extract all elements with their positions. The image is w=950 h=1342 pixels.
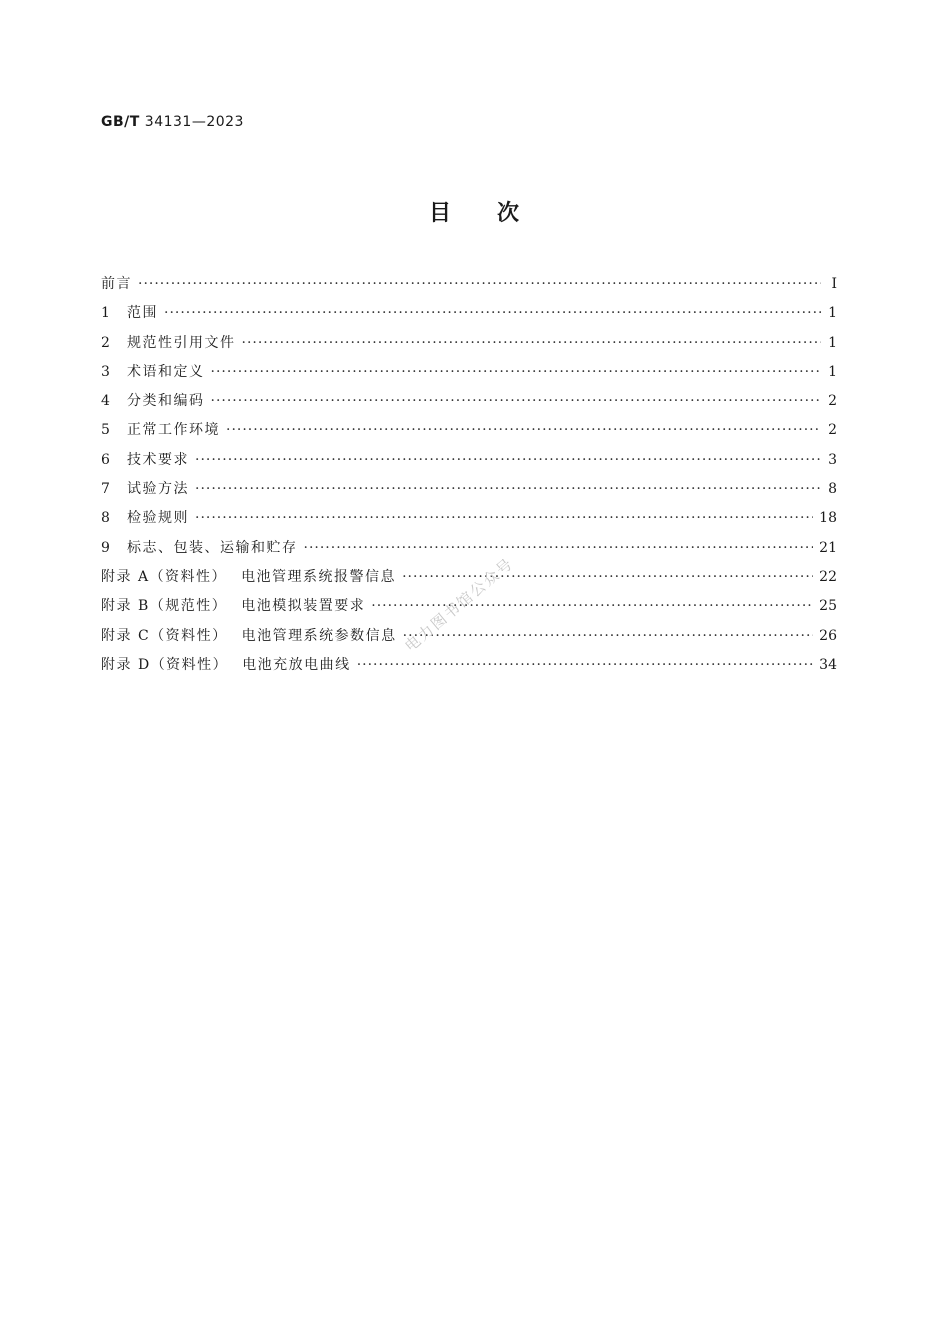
page-title <box>0 196 950 227</box>
standard-prefix: GB/T <box>101 114 140 130</box>
toc-entry-section[interactable] <box>101 507 837 536</box>
leader-dots <box>403 625 814 647</box>
leader-dots <box>211 361 822 383</box>
leader-dots <box>304 537 814 559</box>
toc-entry-section[interactable] <box>101 390 837 419</box>
toc-entry-appendix[interactable] <box>101 625 837 654</box>
toc-entry-number: 5 <box>101 422 112 439</box>
leader-dots <box>138 273 821 295</box>
toc-entry-section[interactable] <box>101 361 837 390</box>
toc-entry-number: 7 <box>101 481 112 498</box>
toc-entry-label: 术语和定义 <box>127 363 205 380</box>
appendix-type: （资料性） <box>149 568 228 585</box>
leader-dots <box>164 302 821 324</box>
toc-entry-page: 2 <box>828 393 837 410</box>
toc-entry-label: 前言 <box>101 276 132 292</box>
toc-entry-section[interactable] <box>101 449 837 478</box>
leader-dots <box>242 332 822 354</box>
appendix-id: 附录 D <box>101 656 151 673</box>
toc-entry-label: 检验规则 <box>127 510 189 527</box>
toc-entry-label: 电池管理系统报警信息 <box>241 568 397 585</box>
toc-entry-number: 6 <box>101 451 112 468</box>
toc-entry-page: 3 <box>828 451 837 468</box>
toc-entry-appendix[interactable] <box>101 654 837 683</box>
appendix-type: （资料性） <box>150 656 229 673</box>
toc-entry-preface[interactable] <box>101 273 837 302</box>
leader-dots <box>195 478 821 500</box>
toc-entry-page: 21 <box>819 539 837 556</box>
appendix-type: （资料性） <box>150 627 228 644</box>
toc-entry-page: 34 <box>819 656 837 673</box>
standard-number: 34131—2023 <box>144 114 244 130</box>
leader-dots <box>357 654 813 676</box>
leader-dots <box>402 566 813 588</box>
toc-entry-page: 25 <box>819 598 837 615</box>
leader-dots <box>211 390 822 412</box>
toc-entry-section[interactable] <box>101 332 837 361</box>
toc-entry-number: 4 <box>101 393 112 410</box>
toc-entry-page: 8 <box>828 481 837 498</box>
appendix-type: （规范性） <box>149 598 228 615</box>
toc-entry-number: 1 <box>101 305 112 322</box>
toc-entry-number: 8 <box>101 510 112 527</box>
toc-entry-number: 3 <box>101 363 112 380</box>
appendix-id: 附录 C <box>101 627 151 644</box>
appendix-id: 附录 A <box>101 568 150 585</box>
toc-entry-label: 标志、包装、运输和贮存 <box>127 539 298 556</box>
toc-entry-section[interactable] <box>101 302 837 331</box>
toc-entry-label: 电池管理系统参数信息 <box>241 627 397 644</box>
toc-entry-page: 2 <box>828 422 837 439</box>
toc-entry-page: 1 <box>828 305 837 322</box>
toc-entry-number: 2 <box>101 334 112 351</box>
toc-entry-page: Ⅰ <box>831 276 837 292</box>
toc-entry-label: 正常工作环境 <box>127 422 220 439</box>
toc-entry-label: 规范性引用文件 <box>127 334 236 351</box>
toc-entry-label: 试验方法 <box>127 481 189 498</box>
toc-entry-label: 技术要求 <box>127 451 189 468</box>
toc-entry-section[interactable] <box>101 419 837 448</box>
toc-entry-page: 22 <box>819 568 837 585</box>
toc-entry-page: 18 <box>819 510 837 527</box>
title-char-2: 次 <box>497 201 522 226</box>
toc-entry-label: 电池充放电曲线 <box>242 656 351 673</box>
toc-entry-section[interactable] <box>101 537 837 566</box>
toc-entry-label: 分类和编码 <box>127 393 205 410</box>
toc-entry-section[interactable] <box>101 478 837 507</box>
leader-dots <box>195 507 813 529</box>
watermark: 电力图书馆公众号 <box>401 554 518 656</box>
appendix-id: 附录 B <box>101 598 150 615</box>
standard-code <box>101 114 244 130</box>
toc-entry-page: 1 <box>828 334 837 351</box>
leader-dots <box>195 449 821 471</box>
toc-entry-page: 26 <box>819 627 837 644</box>
toc-entry-page: 1 <box>828 363 837 380</box>
table-of-contents <box>101 273 837 683</box>
title-char-1: 目 <box>428 201 453 226</box>
toc-entry-label: 范围 <box>127 305 158 322</box>
leader-dots <box>226 419 821 441</box>
toc-entry-label: 电池模拟装置要求 <box>241 598 366 615</box>
toc-entry-number: 9 <box>101 539 112 556</box>
